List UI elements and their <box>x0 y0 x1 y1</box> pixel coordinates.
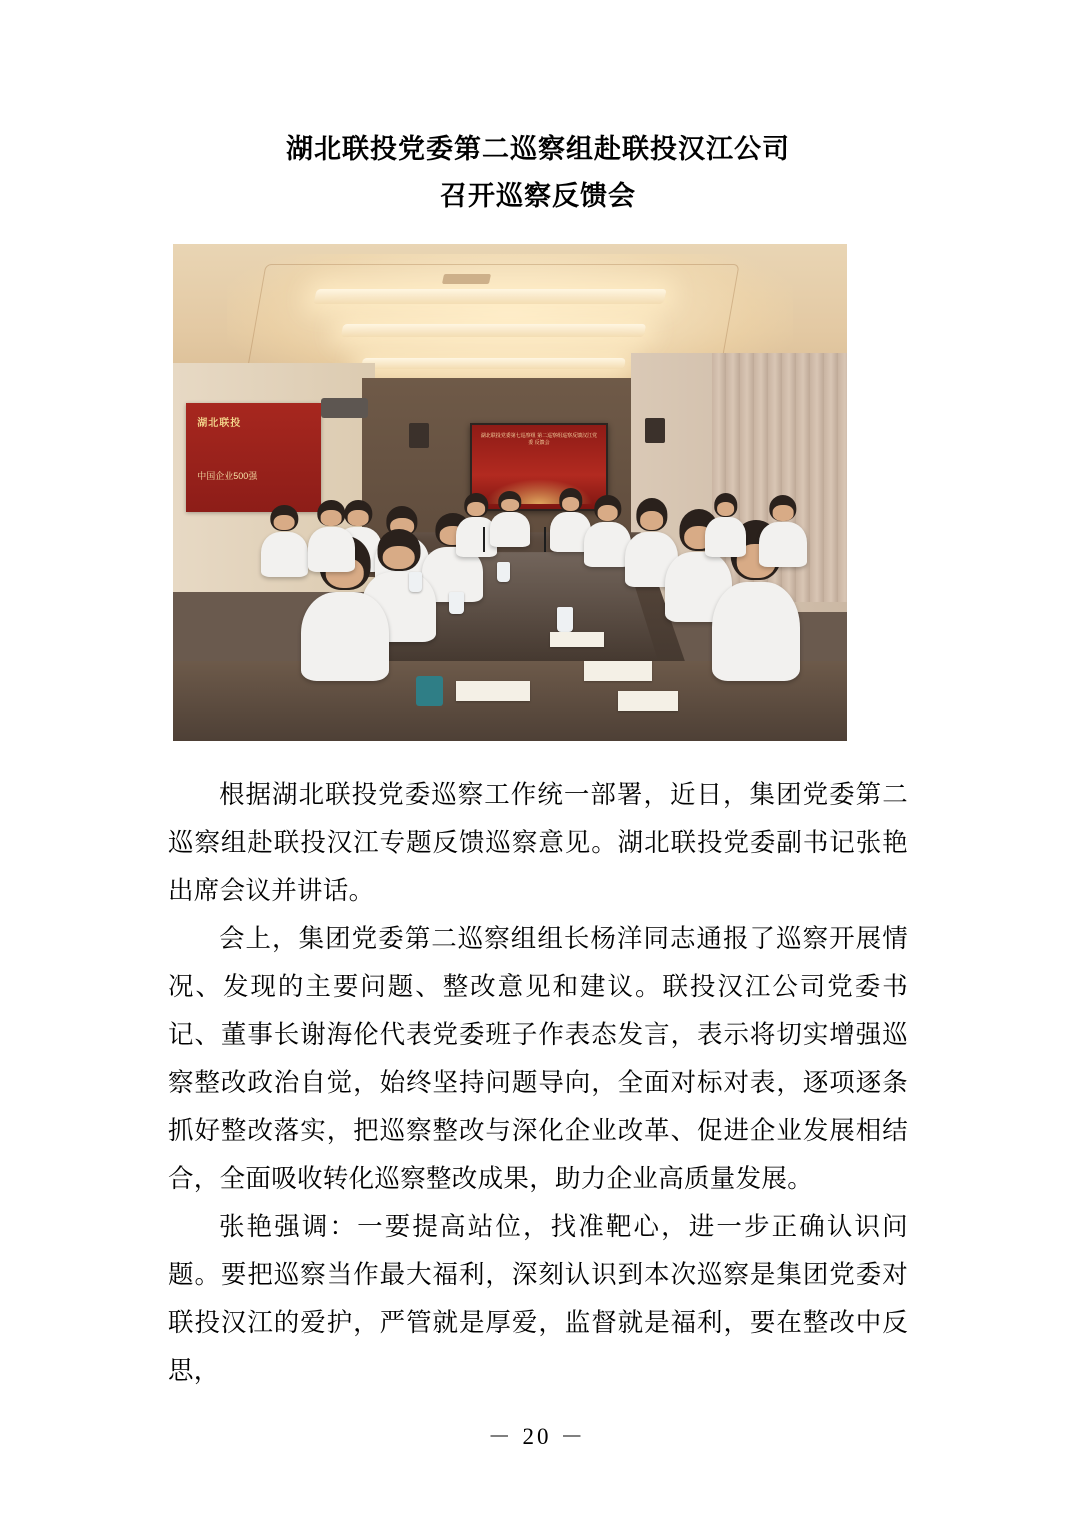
attendee-face <box>382 546 415 570</box>
wall-camera-icon <box>321 398 368 418</box>
table-microphone <box>544 527 546 552</box>
wall-banner-logo-text: 湖北联投 <box>197 417 242 429</box>
attendee-face <box>274 515 295 530</box>
water-cup <box>497 562 510 582</box>
paragraph-3: 张艳强调：一要提高站位，找准靶心，进一步正确认识问题。要把巡察当作最大福利，深刻认识到本次巡察是集团党委对联投汉江的爱护，严管就是厚爱，监督就是福利，要在整改中反思， <box>168 1212 908 1385</box>
water-cup <box>557 607 573 632</box>
attendee <box>261 532 308 577</box>
attendee <box>712 582 800 681</box>
attendee <box>759 522 806 567</box>
page-number: － 20 － <box>487 1424 587 1449</box>
presentation-screen <box>470 423 609 511</box>
page-content <box>168 0 908 1395</box>
article-body <box>168 771 908 1395</box>
wall-speaker-right <box>645 418 665 443</box>
wall-banner-subtitle: 中国企业500强 <box>197 470 258 481</box>
ceiling-light-strip-1 <box>313 289 667 304</box>
attendee <box>301 592 389 681</box>
ceiling-light-strip-2 <box>340 324 646 337</box>
wall-banner <box>186 403 321 512</box>
page-title-line-2: 召开巡察反馈会 <box>440 181 636 211</box>
attendee-face <box>321 510 342 525</box>
document-on-table <box>584 661 651 681</box>
paragraph-2: 会上，集团党委第二巡察组组长杨洋同志通报了巡察开展情况、发现的主要问题、整改意见和建议。联投汉江公司党委书记、董事长谢海伦代表党委班子作表态发言，表示将切实增强巡察整改政治自觉，始终坚持问题导向，全面对标对表，逐项逐条抓好整改落实，把巡察整改与深化企业改革、促进企业发展相结合，全面吸收转化巡察整改成果，助力企业高质量发展。 <box>168 924 908 1193</box>
document-on-table <box>456 681 530 701</box>
air-vent <box>442 274 491 284</box>
attendee-face <box>562 497 580 511</box>
document-on-table <box>618 691 679 711</box>
attendee-face <box>773 505 794 520</box>
presentation-screen-text: 湖北联投党委第七巡察组 第二巡察组巡察反馈汉江党委 反馈会 <box>480 433 598 447</box>
meeting-photo-illustration <box>173 244 847 741</box>
table-microphone <box>483 527 485 552</box>
paragraph-1: 根据湖北联投党委巡察工作统一部署，近日，集团党委第二巡察组赴联投汉江专题反馈巡察意见。湖北联投党委副书记张艳出席会议并讲话。 <box>168 780 908 905</box>
attendee-face <box>348 510 369 525</box>
document-on-table <box>550 632 604 647</box>
attendee <box>705 517 745 557</box>
attendee <box>308 527 355 572</box>
attendee <box>490 512 530 547</box>
page-title-line-1: 湖北联投党委第二巡察组赴联投汉江公司 <box>286 134 790 164</box>
ceiling-light-strip-3 <box>361 358 625 369</box>
water-cup <box>409 572 422 592</box>
page-title <box>168 0 908 220</box>
attendee-face <box>597 505 618 520</box>
attendee-face <box>640 511 664 530</box>
attendee-face <box>717 502 735 516</box>
water-cup <box>449 592 464 614</box>
wall-speaker-left <box>409 423 429 448</box>
attendee-face <box>501 499 519 511</box>
attendee-face <box>467 502 485 516</box>
tea-mug <box>416 676 443 706</box>
meeting-photo <box>173 244 847 741</box>
